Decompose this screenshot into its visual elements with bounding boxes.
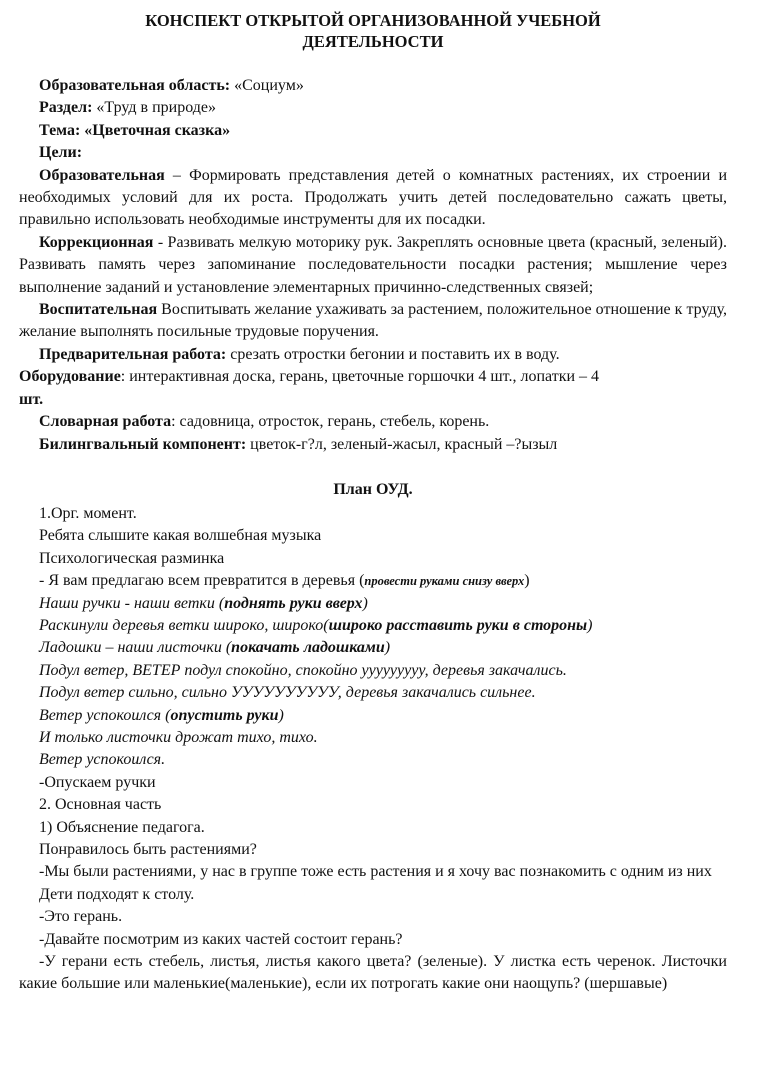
- plan-line: [19, 705, 727, 727]
- plan-text: Ладошки – наши листочки (: [39, 639, 232, 657]
- plan-line: 1) Объяснение педагога.: [39, 818, 205, 836]
- plan-text: ): [362, 594, 368, 612]
- plan-instruction: поднять руки вверх: [224, 594, 363, 612]
- bilingual-component-label: Билингвальный компонент:: [39, 435, 247, 453]
- plan-line: -Это герань.: [39, 908, 123, 926]
- vocabulary-work: [19, 411, 727, 433]
- section-value: «Труд в природе»: [92, 99, 216, 117]
- education-area: [19, 75, 727, 97]
- section-label: Раздел:: [39, 99, 93, 117]
- topic-label: Тема:: [39, 121, 81, 139]
- bilingual-component-text: цветок-г?л, зеленый-жасыл, красный –?ызыл: [246, 435, 558, 453]
- plan-title: План ОУД.: [333, 480, 413, 498]
- equipment-tail: шт.: [19, 390, 44, 408]
- plan-text: - Я вам предлагаю всем превратится в деревья (: [39, 572, 365, 590]
- bilingual-component: [19, 434, 727, 456]
- plan-line: Понравилось быть растениями?: [39, 841, 257, 858]
- plan-line: [19, 593, 727, 615]
- plan-line: 2. Основная часть: [39, 796, 162, 814]
- goal-educational-text: – Формировать представления детей о комнатных растениях, их строении и необходимых условий для их роста. Продолжать учить детей последовательно сажать цветы, правильно использовать необходимые инструменты для их посадки.: [19, 166, 727, 229]
- plan-line: Подул ветер, ВЕТЕР подул спокойно, спокойно ууууууууу, деревья закачались.: [39, 661, 567, 679]
- plan-text: ): [278, 706, 284, 724]
- equipment-label: Оборудование: [19, 368, 121, 386]
- topic: [19, 120, 727, 142]
- goal-upbringing: [19, 299, 727, 344]
- plan-line: -Опускаем ручки: [39, 773, 156, 791]
- plan-line: Дети подходят к столу.: [39, 885, 195, 903]
- plan-instruction: покачать ладошками: [231, 639, 385, 657]
- plan-paragraph: -Мы были растениями, у нас в группе тоже есть растения и я хочу вас познакомить с одним из них: [39, 863, 712, 881]
- plan-instruction: широко расставить руки в стороны: [328, 616, 588, 634]
- goal-upbringing-text: Воспитывать желание ухаживать за растением, положительное отношение к труду, желание выполнять посильные трудовые поручения.: [19, 301, 727, 341]
- plan-line: И только листочки дрожат тихо, тихо.: [39, 728, 318, 746]
- plan-text: Наши ручки - наши ветки (: [39, 594, 225, 612]
- goal-correctional-text: - Развивать мелкую моторику рук. Закреплять основные цвета (красный, зеленый). Развивать память через запоминание последовательности посадки растения; мышление через выполнение заданий и установление элементарных причинно-следственных связей;: [19, 233, 727, 296]
- topic-value: «Цветочная сказка»: [80, 121, 231, 139]
- plan-line: 1.Орг. момент.: [39, 504, 137, 522]
- document-page: [19, 10, 727, 996]
- plan-text: Раскинули деревья ветки широко, широко(: [39, 616, 329, 634]
- education-area-value: «Социум»: [230, 77, 304, 94]
- plan-line: Психологическая разминка: [39, 549, 225, 567]
- title-line-1: КОНСПЕКТ ОТКРЫТОЙ ОРГАНИЗОВАННОЙ УЧЕБНОЙ: [145, 11, 601, 30]
- plan-instruction: провести руками снизу вверх: [364, 574, 525, 589]
- plan-text: ): [587, 616, 593, 634]
- plan-line: Ветер успокоился.: [39, 751, 166, 769]
- goal-educational-label: Образовательная: [39, 166, 165, 184]
- plan-text: ): [384, 639, 391, 657]
- goal-correctional: [19, 232, 727, 299]
- goal-upbringing-label: Воспитательная: [39, 301, 158, 319]
- plan-text: Ветер успокоился (: [39, 706, 171, 724]
- plan-line: Подул ветер сильно, сильно УУУУУУУУУУ, деревья закачались сильнее.: [39, 684, 536, 702]
- preliminary-work-text: срезать отростки бегонии и поставить их в воду.: [226, 345, 560, 363]
- plan-line: -Давайте посмотрим из каких частей состоит герань?: [39, 930, 403, 948]
- plan-instruction: опустить руки: [170, 706, 279, 724]
- document-title: [19, 10, 727, 52]
- equipment: [19, 366, 727, 411]
- plan-paragraph: -У герани есть стебель, листья, листья какого цвета? (зеленые). У листка есть черенок. Листочки какие большие или маленькие(маленькие), если их потрогать какие они наощупь? (шершавые): [19, 953, 727, 993]
- plan-line: Ребята слышите какая волшебная музыка: [39, 527, 322, 545]
- goal-educational: [19, 165, 727, 232]
- vocabulary-work-text: : садовница, отросток, герань, стебель, корень.: [171, 413, 490, 431]
- plan-line: [19, 637, 727, 659]
- goal-correctional-label: Коррекционная: [39, 233, 154, 251]
- plan-line: [19, 570, 727, 592]
- section: [19, 97, 727, 119]
- preliminary-work: [19, 344, 727, 366]
- preliminary-work-label: Предварительная работа:: [39, 345, 227, 363]
- goals-heading: Цели:: [39, 144, 83, 162]
- vocabulary-work-label: Словарная работа: [39, 413, 172, 431]
- title-line-2: ДЕЯТЕЛЬНОСТИ: [302, 32, 444, 51]
- education-area-label: Образовательная область:: [39, 77, 231, 94]
- plan-text: ): [524, 572, 530, 590]
- plan-line: [19, 615, 727, 637]
- equipment-text: : интерактивная доска, герань, цветочные горшочки 4 шт., лопатки – 4: [120, 368, 600, 386]
